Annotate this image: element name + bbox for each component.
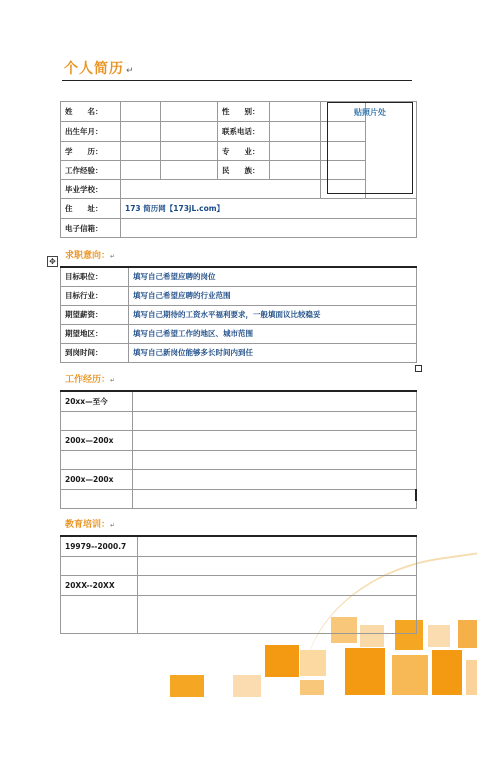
major-value[interactable] <box>270 142 321 161</box>
address-value[interactable]: 173 简历网【173jL.com】 <box>121 199 417 219</box>
decorative-square <box>233 675 261 697</box>
decorative-square <box>300 680 324 695</box>
decorative-square <box>428 625 450 647</box>
decorative-square <box>300 650 326 676</box>
email-value[interactable] <box>121 219 417 238</box>
work-period <box>61 411 133 430</box>
phone-value[interactable] <box>270 122 321 142</box>
photo-placeholder[interactable] <box>327 102 413 194</box>
intent-value[interactable]: 填写自己希望应聘的岗位 <box>129 267 417 286</box>
intent-value[interactable]: 填写自己新岗位能够多长时间内到任 <box>129 343 417 362</box>
work-table <box>60 390 417 509</box>
name-value-2[interactable] <box>161 102 218 122</box>
edu-detail[interactable] <box>138 536 417 556</box>
edu-period <box>61 595 138 633</box>
intent-label: 期望地区： <box>61 324 129 343</box>
work-heading <box>65 372 115 385</box>
education-heading <box>65 517 115 530</box>
ethnic-value[interactable] <box>270 161 321 180</box>
paragraph-mark-icon: ↵ <box>110 253 116 260</box>
edu-detail[interactable] <box>138 595 417 633</box>
text-cursor <box>415 489 417 501</box>
address-label: 住 址： <box>61 199 121 219</box>
decorative-square <box>432 650 462 695</box>
decorative-square <box>265 645 299 677</box>
intent-value[interactable]: 填写自己希望应聘的行业范围 <box>129 286 417 305</box>
name-label: 姓 名： <box>61 102 121 122</box>
education-heading-text: 教育培训： <box>65 520 111 530</box>
edu-label: 学 历： <box>61 142 121 161</box>
paragraph-mark-icon: ↵ <box>110 522 116 529</box>
photo-label: 贴照片处 <box>354 108 386 117</box>
name-value[interactable] <box>121 102 161 122</box>
intent-heading <box>65 248 115 261</box>
birth-value-2[interactable] <box>161 122 218 142</box>
exp-label: 工作经验： <box>61 161 121 180</box>
intent-label: 目标职位： <box>61 267 129 286</box>
intent-value[interactable]: 填写自己期待的工资水平福利要求，一般填面议比较稳妥 <box>129 305 417 324</box>
work-period: 200x—200x <box>61 430 133 450</box>
paragraph-mark-icon: ↵ <box>110 377 116 384</box>
edu-period: 20XX--20XX <box>61 575 138 595</box>
work-heading-text: 工作经历： <box>65 375 111 385</box>
paragraph-mark-icon: ↵ <box>126 66 135 76</box>
decorative-square <box>392 655 428 695</box>
school-label: 毕业学校： <box>61 180 121 199</box>
gender-label: 性 别： <box>218 102 270 122</box>
work-detail[interactable] <box>133 430 417 450</box>
edu-value-2[interactable] <box>161 142 218 161</box>
birth-value[interactable] <box>121 122 161 142</box>
table-move-handle-icon[interactable]: ✥ <box>47 256 58 267</box>
intent-label: 期望薪资： <box>61 305 129 324</box>
edu-value[interactable] <box>121 142 161 161</box>
work-detail[interactable] <box>133 411 417 430</box>
work-detail[interactable] <box>133 391 417 411</box>
decorative-square <box>466 660 477 695</box>
intent-value[interactable]: 填写自己希望工作的地区、城市范围 <box>129 324 417 343</box>
page-title-text: 个人简历 <box>64 61 124 77</box>
work-detail[interactable] <box>133 450 417 469</box>
work-period <box>61 450 133 469</box>
table-resize-handle-icon[interactable] <box>415 365 422 372</box>
work-detail[interactable] <box>133 469 417 489</box>
edu-period: 19979--2000.7 <box>61 536 138 556</box>
decorative-square <box>345 648 385 695</box>
birth-label: 出生年月： <box>61 122 121 142</box>
work-period: 20xx—至今 <box>61 391 133 411</box>
ethnic-label: 民 族： <box>218 161 270 180</box>
page-title <box>64 58 135 78</box>
major-label: 专 业： <box>218 142 270 161</box>
work-detail[interactable] <box>133 489 417 508</box>
edu-period <box>61 556 138 575</box>
title-divider <box>62 80 412 81</box>
education-table <box>60 535 417 634</box>
intent-label: 目标行业： <box>61 286 129 305</box>
work-period: 200x—200x <box>61 469 133 489</box>
decorative-square <box>170 675 204 697</box>
phone-label: 联系电话： <box>218 122 270 142</box>
exp-value[interactable] <box>121 161 161 180</box>
intent-heading-text: 求职意向： <box>65 251 111 261</box>
school-value[interactable] <box>121 180 321 199</box>
edu-detail[interactable] <box>138 575 417 595</box>
email-label: 电子信箱： <box>61 219 121 238</box>
intent-label: 到岗时间： <box>61 343 129 362</box>
exp-value-2[interactable] <box>161 161 218 180</box>
work-period <box>61 489 133 508</box>
edu-detail[interactable] <box>138 556 417 575</box>
decorative-square <box>458 620 477 648</box>
intent-table <box>60 266 417 363</box>
gender-value[interactable] <box>270 102 321 122</box>
